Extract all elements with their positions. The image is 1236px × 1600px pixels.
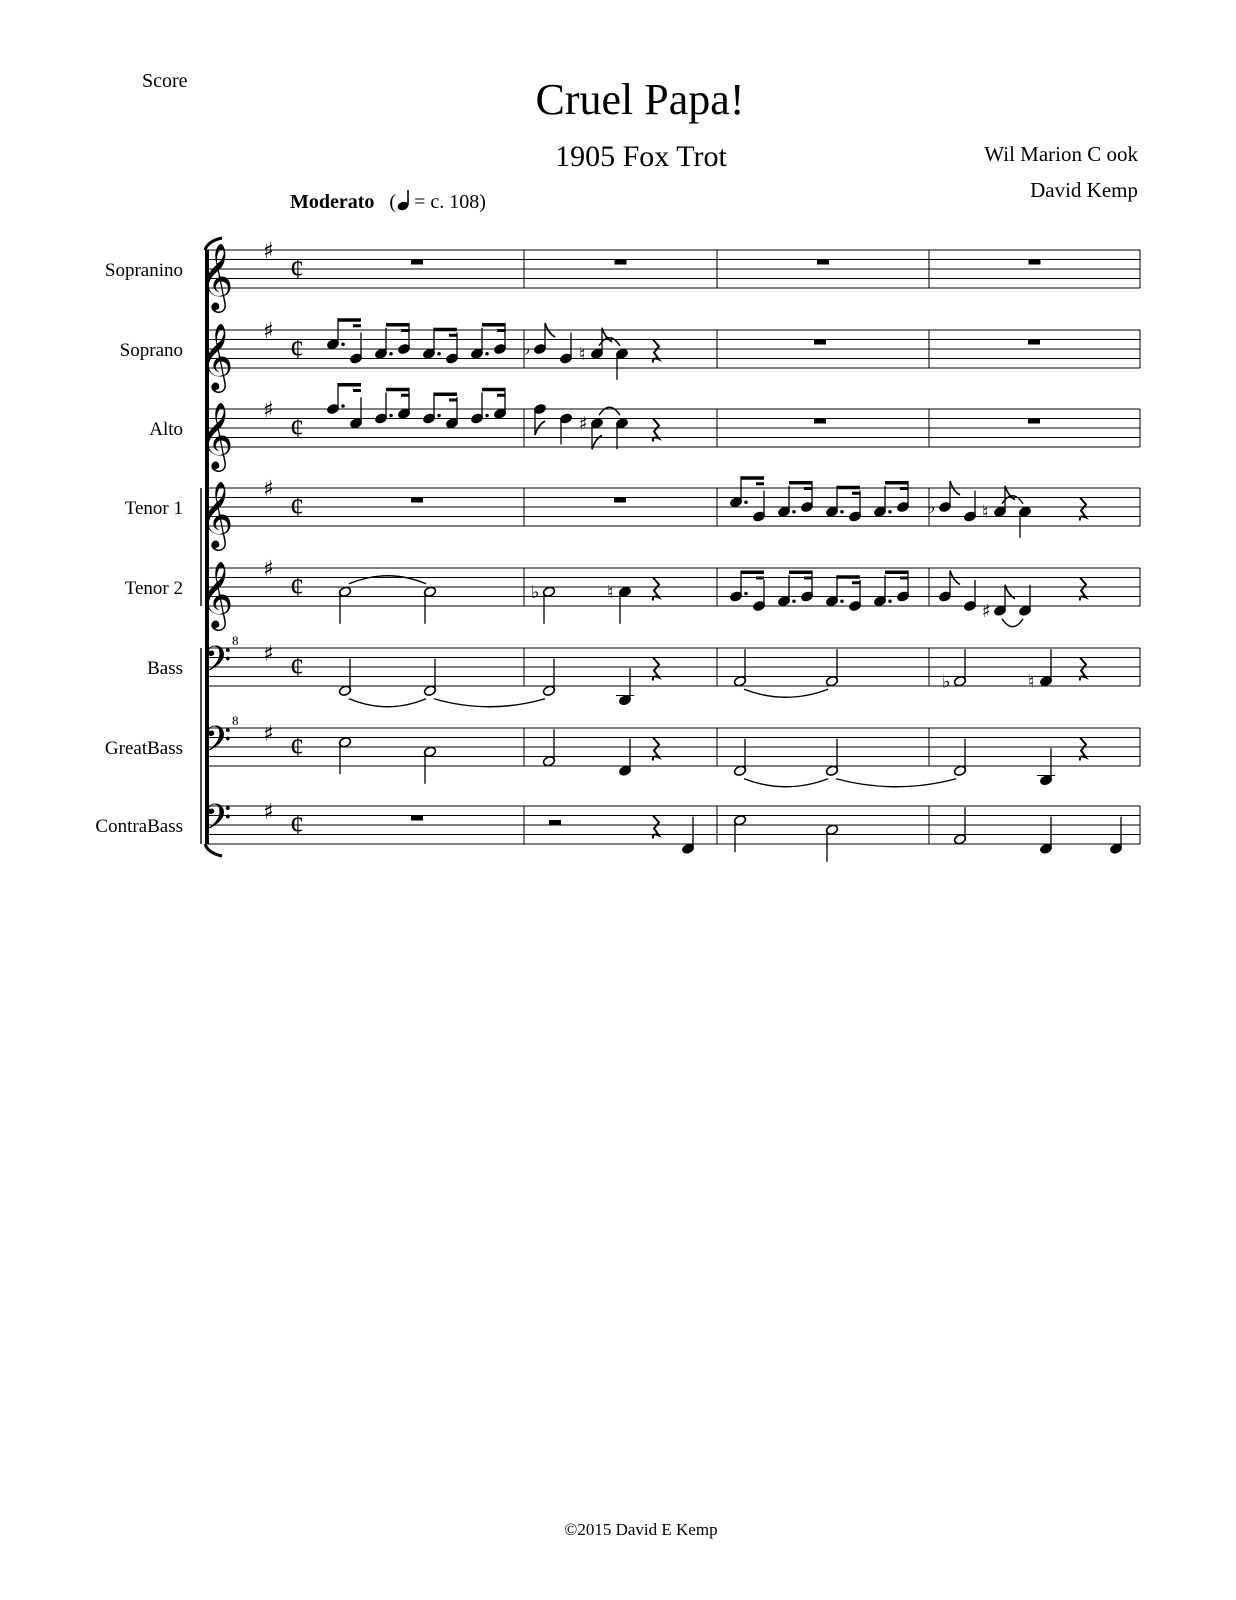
note (470, 393, 488, 425)
cut-time-icon: ¢ (290, 732, 304, 763)
note (733, 649, 746, 687)
note (963, 580, 976, 612)
note (777, 486, 795, 518)
quarter-rest-icon (653, 658, 659, 681)
whole-rest-icon (1029, 260, 1041, 265)
bass-clef-icon: 𝄢 (203, 639, 232, 690)
augmentation-dot (888, 599, 892, 603)
note (729, 476, 747, 508)
beam (338, 318, 361, 322)
quarter-rest-icon (1080, 578, 1086, 601)
beam (789, 481, 812, 485)
note (681, 817, 694, 855)
whole-rest-icon (814, 419, 826, 424)
note (338, 659, 351, 697)
tie-arc (349, 576, 426, 584)
instrument-name-bass: Bass (147, 658, 183, 679)
note (927, 481, 960, 518)
flat-accidental-icon: ♭ (942, 671, 951, 693)
augmentation-dot (744, 592, 748, 596)
octave-8-marker: 8 (232, 713, 239, 728)
note (825, 739, 838, 777)
beam (482, 323, 505, 327)
note (733, 814, 746, 852)
note (559, 413, 572, 445)
instrument-name-greatbass: GreatBass (104, 738, 183, 759)
treble-clef-icon: 𝄞 (199, 322, 234, 390)
half-rest-icon (549, 820, 561, 825)
note (752, 491, 765, 523)
quarter-rest-icon (653, 738, 659, 761)
note (733, 739, 746, 777)
tie-arc (744, 779, 828, 787)
instrument-name-alto: Alto (149, 419, 183, 440)
beam (482, 388, 505, 392)
quarter-rest-icon (1080, 658, 1086, 681)
key-signature-sharp-icon: ♯ (263, 477, 274, 502)
note (349, 333, 362, 365)
natural-accidental-icon: ♮ (607, 581, 614, 603)
treble-clef-icon: 𝄞 (199, 242, 234, 310)
tempo-word: Moderato (290, 191, 375, 213)
beam (789, 571, 812, 575)
whole-rest-icon (614, 498, 626, 503)
tie-arc (836, 779, 956, 787)
key-signature-sharp-icon: ♯ (263, 800, 274, 825)
sixteenth-beam (497, 329, 505, 332)
treble-clef-icon: 𝄞 (199, 480, 234, 548)
instrument-name-tenor-2: Tenor 2 (124, 578, 183, 599)
cut-time-icon: ¢ (290, 652, 304, 683)
note (522, 323, 555, 360)
beam (885, 481, 908, 485)
augmentation-dot (485, 414, 489, 418)
cut-time-icon: ¢ (290, 254, 304, 285)
whole-rest-icon (1028, 340, 1040, 345)
augmentation-dot (840, 599, 844, 603)
note (982, 585, 1015, 622)
sixteenth-beam (852, 581, 860, 584)
octave-8-marker: 8 (232, 633, 239, 648)
augmentation-dot (389, 352, 393, 356)
note (1018, 506, 1031, 538)
sixteenth-beam (449, 399, 457, 402)
instrument-name-soprano: Soprano (119, 340, 183, 361)
sixteenth-beam (401, 329, 409, 332)
quarter-rest-icon (1080, 738, 1086, 761)
note (349, 397, 362, 429)
tempo-value: = c. 108) (414, 191, 486, 213)
note (338, 586, 351, 624)
flat-accidental-icon: ♭ (927, 497, 936, 518)
composer-credit: Wil Marion C ook (984, 142, 1138, 166)
note (397, 323, 410, 355)
key-signature-sharp-icon: ♯ (263, 319, 274, 344)
sixteenth-beam (497, 394, 505, 397)
whole-rest-icon (817, 260, 829, 265)
note (326, 318, 344, 350)
key-signature-sharp-icon: ♯ (263, 239, 274, 264)
cut-time-icon: ¢ (290, 492, 304, 523)
instrument-name-contrabass: ContraBass (95, 816, 183, 837)
treble-clef-icon: 𝄞 (199, 401, 234, 469)
augmentation-dot (341, 404, 345, 408)
note (1109, 817, 1122, 855)
note (953, 807, 966, 845)
note (423, 659, 436, 697)
quarter-rest-icon (653, 340, 659, 363)
note (953, 739, 966, 777)
sixteenth-beam (900, 577, 908, 580)
note (982, 486, 1015, 523)
key-signature-sharp-icon: ♯ (263, 398, 274, 423)
note (873, 486, 891, 518)
note (422, 393, 440, 425)
cut-time-icon: ¢ (290, 810, 304, 841)
natural-accidental-icon: ♮ (982, 501, 989, 523)
sixteenth-beam (449, 334, 457, 337)
augmentation-dot (485, 352, 489, 356)
cut-time-icon: ¢ (290, 572, 304, 603)
quarter-rest-icon (653, 816, 659, 839)
sixteenth-beam (401, 394, 409, 397)
beam (338, 383, 361, 387)
augmentation-dot (888, 510, 892, 514)
beam (837, 486, 860, 490)
augmentation-dot (840, 510, 844, 514)
sixteenth-beam (804, 577, 812, 580)
bass-clef-icon: 𝄢 (203, 719, 232, 770)
augmentation-dot (389, 414, 393, 418)
whole-rest-icon (411, 260, 423, 265)
key-signature-sharp-icon: ♯ (263, 722, 274, 747)
beam (434, 393, 457, 397)
whole-rest-icon (615, 260, 627, 265)
whole-rest-icon (1028, 419, 1040, 424)
copyright-notice: ©2015 David E Kemp (564, 1520, 718, 1539)
note (752, 580, 765, 612)
note (542, 659, 555, 697)
tie-arc (599, 407, 620, 415)
cut-time-icon: ¢ (290, 334, 304, 365)
note (423, 746, 436, 784)
note (445, 397, 458, 429)
piece-subtitle: 1905 Fox Trot (555, 140, 727, 173)
note (326, 383, 344, 415)
sixteenth-beam (353, 324, 361, 327)
note (374, 328, 392, 360)
whole-rest-icon (411, 816, 423, 821)
note (825, 486, 843, 518)
beam (741, 476, 764, 480)
augmentation-dot (792, 510, 796, 514)
augmentation-dot (341, 342, 345, 346)
note (493, 323, 506, 355)
augmentation-dot (744, 500, 748, 504)
sixteenth-beam (353, 389, 361, 392)
augmentation-dot (437, 352, 441, 356)
flat-accidental-icon: ♭ (522, 339, 531, 360)
sharp-accidental-icon: ♯ (579, 413, 588, 435)
quarter-rest-icon (653, 578, 659, 601)
note (1018, 585, 1031, 617)
note (873, 575, 891, 607)
note (615, 417, 628, 449)
beam (837, 575, 860, 579)
note (896, 481, 909, 513)
tie-arc (434, 699, 545, 707)
flat-accidental-icon: ♭ (531, 581, 540, 603)
tie-arc (744, 689, 828, 697)
key-signature-sharp-icon: ♯ (263, 642, 274, 667)
tempo-paren: ( (389, 191, 397, 213)
beam (386, 323, 409, 327)
key-signature-sharp-icon: ♯ (263, 557, 274, 582)
beam (741, 571, 764, 575)
quarter-rest-icon (653, 419, 659, 442)
note (800, 481, 813, 513)
note (825, 824, 838, 862)
instrument-name-tenor-1: Tenor 1 (124, 498, 183, 519)
beam (386, 388, 409, 392)
sixteenth-beam (756, 482, 764, 485)
arranger-credit: David Kemp (1030, 178, 1138, 202)
augmentation-dot (437, 414, 441, 418)
note (445, 333, 458, 365)
sixteenth-beam (804, 487, 812, 490)
instrument-name-sopranino: Sopranino (104, 260, 183, 281)
note (616, 668, 634, 706)
note (896, 571, 909, 603)
treble-clef-icon: 𝄞 (199, 560, 234, 628)
note (559, 333, 572, 365)
piece-title: Cruel Papa! (535, 75, 745, 124)
quarter-rest-icon (1080, 498, 1086, 521)
note (423, 586, 436, 624)
note (963, 491, 976, 523)
tie-arc (349, 699, 426, 707)
note (729, 571, 747, 603)
natural-accidental-icon: ♮ (579, 343, 586, 365)
augmentation-dot (792, 599, 796, 603)
sixteenth-beam (900, 487, 908, 490)
note (777, 575, 795, 607)
beam (434, 328, 457, 332)
cut-time-icon: ¢ (290, 413, 304, 444)
note (1037, 748, 1055, 786)
note (607, 582, 632, 624)
note (531, 582, 556, 624)
note (800, 571, 813, 603)
note (493, 388, 506, 420)
sixteenth-beam (756, 577, 764, 580)
note (422, 328, 440, 360)
bass-clef-icon: 𝄢 (203, 797, 232, 848)
note (374, 393, 392, 425)
note (848, 580, 861, 612)
note (618, 739, 631, 777)
note (470, 328, 488, 360)
natural-accidental-icon: ♮ (1028, 671, 1035, 693)
sharp-accidental-icon: ♯ (982, 600, 991, 622)
note (615, 348, 628, 380)
note (1039, 817, 1052, 855)
whole-rest-icon (814, 340, 826, 345)
sixteenth-beam (852, 492, 860, 495)
note (542, 729, 555, 767)
note (338, 736, 351, 774)
score-label: Score (142, 70, 188, 92)
tie-arc (1002, 619, 1023, 627)
note (533, 403, 546, 435)
whole-rest-icon (411, 498, 423, 503)
note (825, 649, 838, 687)
note (848, 491, 861, 523)
note (825, 575, 843, 607)
note (579, 328, 612, 365)
note (397, 388, 410, 420)
beam (885, 571, 908, 575)
note (938, 571, 960, 603)
